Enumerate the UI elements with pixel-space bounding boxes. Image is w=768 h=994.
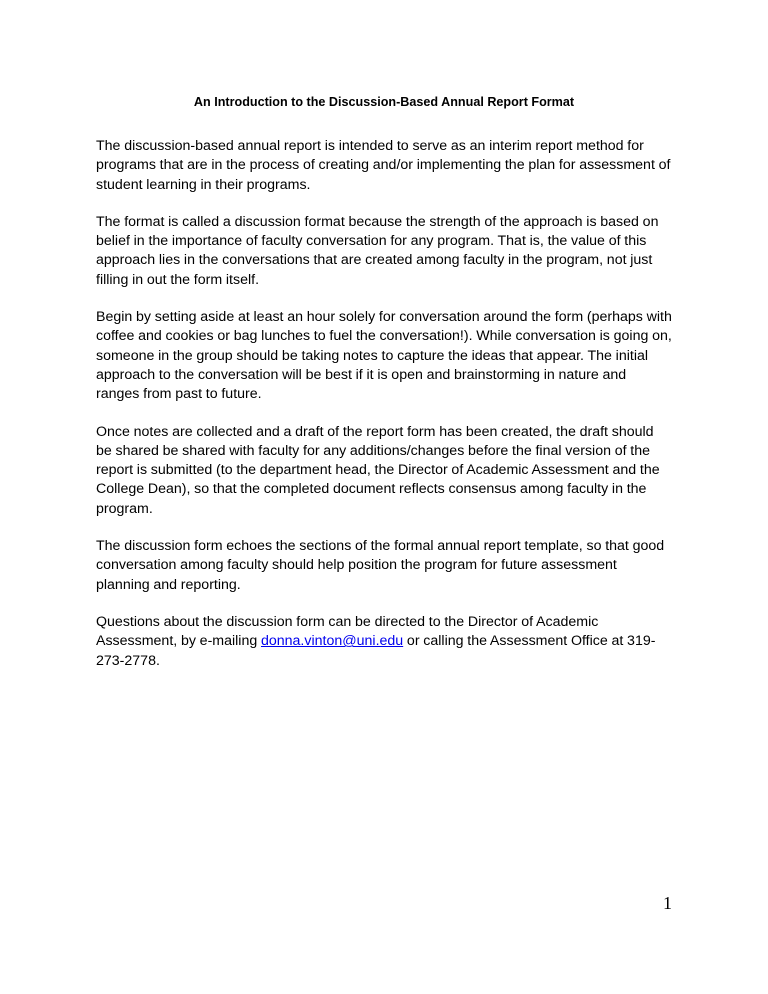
contact-text-after: or calling the Assessment Office at 319-273-2778. <box>96 633 656 669</box>
paragraph-format: The format is called a discussion format because the strength of the approach is based on belief in the importance of faculty conversation for any program. That is, the value of this approach lies in the conversations that are created among faculty in the program, not just filling in out the form itself. <box>96 213 659 288</box>
paragraph-contact <box>96 613 672 671</box>
document-body <box>96 137 672 689</box>
page-number: 1 <box>663 893 672 913</box>
document-title: An Introduction to the Discussion-Based Annual Report Format <box>193 95 575 109</box>
paragraph-begin: Begin by setting aside at least an hour solely for conversation around the form (perhaps with coffee and cookies or bag lunches to fuel the conversation!). While conversation is going on, someone in the group should be taking notes to capture the ideas that appear. The initial approach to the conversation will be best if it is open and brainstorming in nature and ranges from past to future. <box>96 309 672 403</box>
email-link[interactable]: donna.vinton@uni.edu <box>260 633 404 650</box>
contact-text-before: Questions about the discussion form can be directed to the Director of Academic Assessment, by e-mailing <box>96 613 599 650</box>
paragraph-draft: Once notes are collected and a draft of the report form has been created, the draft should be shared be shared with faculty for any additions/changes before the final version of the report is submitted (to the department head, the Director of Academic Assessment and the College Dean), so that the completed document reflects consensus among faculty in the program. <box>96 423 660 517</box>
paragraph-purpose: The discussion-based annual report is intended to serve as an interim report method for programs that are in the process of creating and/or implementing the plan for assessment of student learning in their programs. <box>96 138 671 193</box>
paragraph-template: The discussion form echoes the sections of the formal annual report template, so that good conversation among faculty should help position the program for future assessment planning and reporting. <box>96 538 665 593</box>
